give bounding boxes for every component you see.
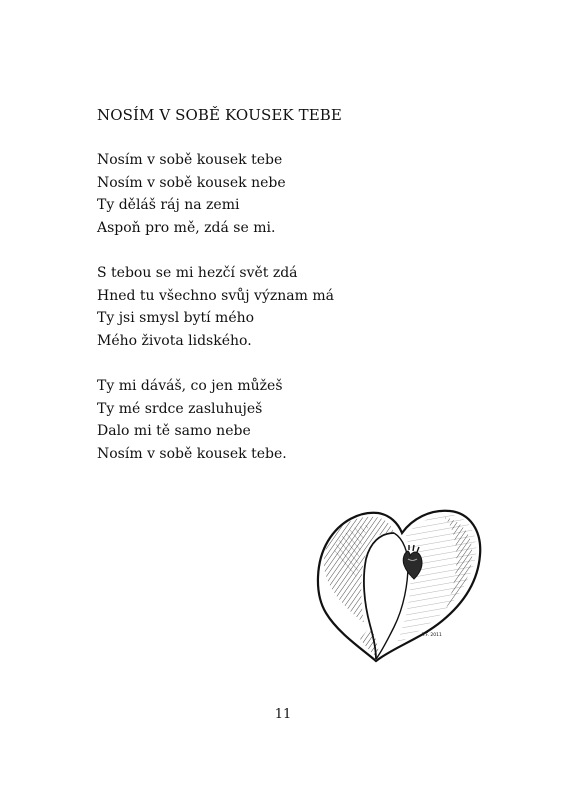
verse-line: Nosím v sobě kousek tebe. xyxy=(97,445,287,462)
verse-line: Dalo mi tě samo nebe xyxy=(97,423,251,439)
verse-line: Hned tu všechno svůj význam má xyxy=(97,287,334,304)
stanza-1 xyxy=(97,149,286,239)
artist-signature: T.F. 2011 xyxy=(422,633,442,638)
verse-line: Aspoň pro mě, zdá se mi. xyxy=(97,219,276,236)
heart-with-small-heart-icon xyxy=(314,503,484,665)
page-number: 11 xyxy=(274,707,292,722)
stanza-3 xyxy=(97,375,287,465)
verse-line: Ty jsi smysl bytí mého xyxy=(97,310,255,326)
verse-line: Ty mé srdce zasluhuješ xyxy=(97,400,263,417)
verse-line: Ty mi dáváš, co jen můžeš xyxy=(97,378,283,394)
stanza-2 xyxy=(97,262,334,352)
poem-title: NOSÍM V SOBĚ KOUSEK TEBE xyxy=(97,106,342,124)
verse-line: S tebou se mi hezčí svět zdá xyxy=(97,265,298,281)
verse-line: Nosím v sobě kousek nebe xyxy=(97,174,286,191)
verse-line: Mého života lidského. xyxy=(97,332,252,349)
verse-line: Ty děláš ráj na zemi xyxy=(97,197,240,213)
verse-line: Nosím v sobě kousek tebe xyxy=(97,152,283,168)
